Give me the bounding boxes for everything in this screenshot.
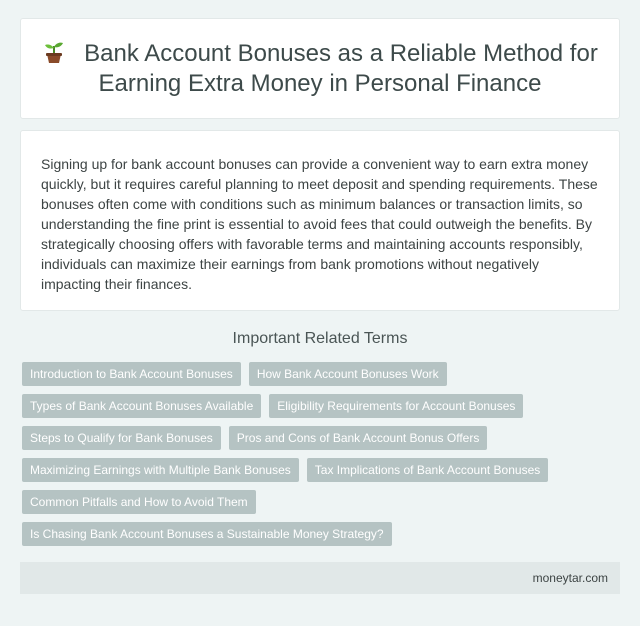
related-terms-list [22,362,622,546]
related-term-tag[interactable]: Maximizing Earnings with Multiple Bank Bonuses [22,458,299,482]
sprout-icon [42,40,66,64]
summary-text: Signing up for bank account bonuses can provide a convenient way to earn extra money quickly, but it requires careful planning to meet deposit and spending requirements. These bonuses often come with conditions such as minimum balances or transaction limits, so understanding the fine print is essential to avoid fees that could outweigh the benefits. By strategically choosing offers with favorable terms and maintaining accounts responsibly, individuals can maximize their earnings from bank promotions without negatively impacting their finances. [41,156,598,292]
footer [20,562,620,594]
related-term-tag[interactable]: Types of Bank Account Bonuses Available [22,394,261,418]
related-terms-heading: Important Related Terms [232,330,408,347]
related-term-tag[interactable]: How Bank Account Bonuses Work [249,362,447,386]
page-title [40,39,600,99]
summary-card [20,130,620,311]
related-term-tag[interactable]: Eligibility Requirements for Account Bonuses [269,394,523,418]
related-term-tag[interactable]: Pros and Cons of Bank Account Bonus Offers [229,426,488,450]
page-title-text: Bank Account Bonuses as a Reliable Method for Earning Extra Money in Personal Finance [84,39,598,97]
related-term-tag[interactable]: Common Pitfalls and How to Avoid Them [22,490,256,514]
title-card [20,18,620,119]
related-term-tag[interactable]: Is Chasing Bank Account Bonuses a Sustainable Money Strategy? [22,522,392,546]
related-term-tag[interactable]: Steps to Qualify for Bank Bonuses [22,426,221,450]
related-term-tag[interactable]: Introduction to Bank Account Bonuses [22,362,241,386]
site-name[interactable]: moneytar.com [532,571,608,585]
related-term-tag[interactable]: Tax Implications of Bank Account Bonuses [307,458,548,482]
